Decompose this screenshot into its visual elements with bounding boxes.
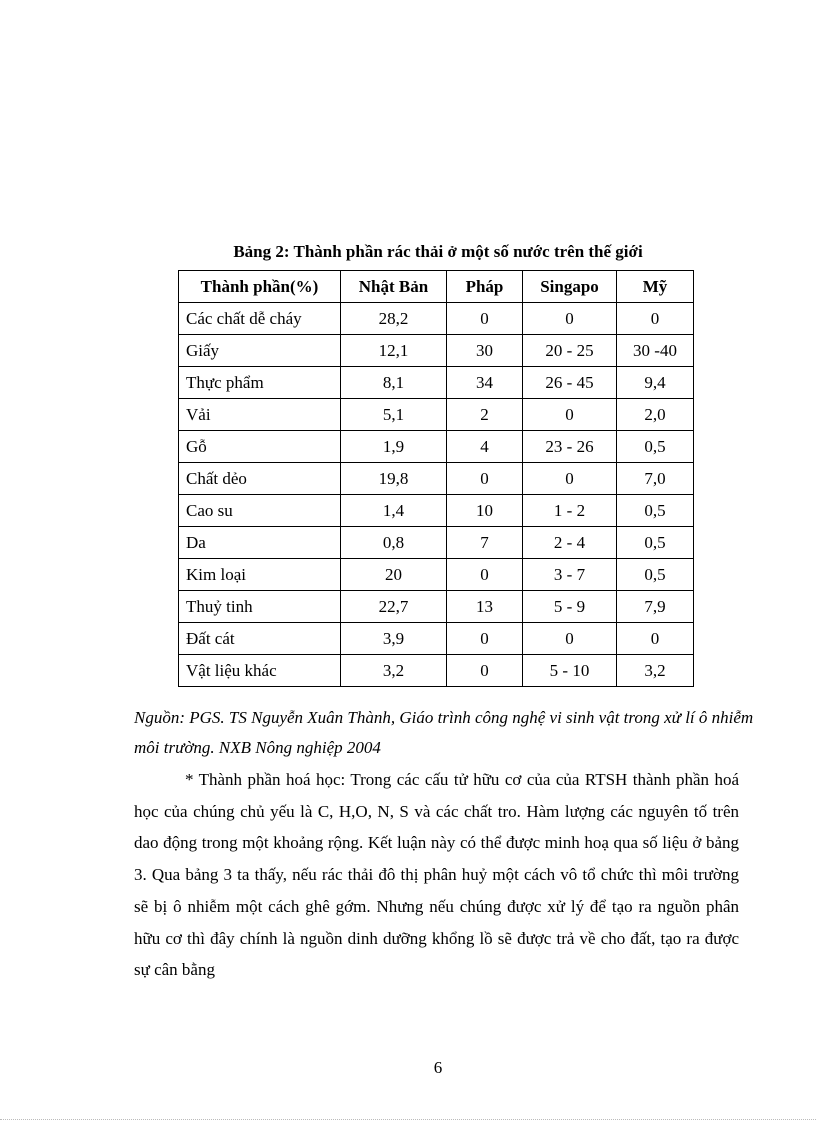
cell-singapore: 26 - 45 (523, 367, 617, 399)
table-row (179, 591, 694, 623)
table-header-row (179, 271, 694, 303)
header-singapore: Singapo (523, 271, 617, 303)
cell-france: 30 (447, 335, 523, 367)
cell-usa: 3,2 (617, 655, 694, 687)
cell-singapore: 0 (523, 623, 617, 655)
row-label: Vật liệu khác (179, 655, 341, 687)
header-composition: Thành phần(%) (179, 271, 341, 303)
row-label: Chất dẻo (179, 463, 341, 495)
page-bottom-divider (0, 1119, 816, 1120)
cell-france: 13 (447, 591, 523, 623)
waste-composition-table-wrapper (178, 270, 694, 687)
cell-japan: 28,2 (341, 303, 447, 335)
cell-singapore: 0 (523, 463, 617, 495)
cell-usa: 7,9 (617, 591, 694, 623)
table-row (179, 655, 694, 687)
cell-usa: 0,5 (617, 559, 694, 591)
row-label: Vải (179, 399, 341, 431)
table-row (179, 367, 694, 399)
row-label: Gỗ (179, 431, 341, 463)
row-label: Đất cát (179, 623, 341, 655)
table-source-note: Nguồn: PGS. TS Nguyễn Xuân Thành, Giáo trình công nghệ vi sinh vật trong xử lí ô nhiễm môi trường. NXB Nông nghiệp 2004 (134, 708, 754, 757)
cell-japan: 20 (341, 559, 447, 591)
cell-usa: 0,5 (617, 431, 694, 463)
cell-singapore: 20 - 25 (523, 335, 617, 367)
cell-france: 0 (447, 623, 523, 655)
cell-usa: 0,5 (617, 527, 694, 559)
row-label: Kim loại (179, 559, 341, 591)
cell-japan: 3,9 (341, 623, 447, 655)
header-japan: Nhật Bản (341, 271, 447, 303)
cell-japan: 19,8 (341, 463, 447, 495)
row-label: Da (179, 527, 341, 559)
cell-france: 0 (447, 303, 523, 335)
table-row (179, 463, 694, 495)
cell-japan: 1,9 (341, 431, 447, 463)
cell-france: 0 (447, 463, 523, 495)
table-caption: Bảng 2: Thành phần rác thải ở một số nước trên thế giới (233, 242, 643, 261)
cell-singapore: 0 (523, 303, 617, 335)
cell-france: 34 (447, 367, 523, 399)
header-usa: Mỹ (617, 271, 694, 303)
cell-usa: 30 -40 (617, 335, 694, 367)
header-france: Pháp (447, 271, 523, 303)
table-row (179, 495, 694, 527)
cell-singapore: 3 - 7 (523, 559, 617, 591)
cell-japan: 22,7 (341, 591, 447, 623)
cell-singapore: 5 - 9 (523, 591, 617, 623)
row-label: Thực phẩm (179, 367, 341, 399)
cell-singapore: 1 - 2 (523, 495, 617, 527)
row-label: Các chất dễ cháy (179, 303, 341, 335)
table-row (179, 527, 694, 559)
row-label: Giấy (179, 335, 341, 367)
cell-japan: 3,2 (341, 655, 447, 687)
cell-singapore: 23 - 26 (523, 431, 617, 463)
cell-france: 4 (447, 431, 523, 463)
table-row (179, 623, 694, 655)
cell-france: 0 (447, 559, 523, 591)
cell-singapore: 5 - 10 (523, 655, 617, 687)
table-row (179, 559, 694, 591)
table-row (179, 431, 694, 463)
cell-usa: 2,0 (617, 399, 694, 431)
cell-france: 7 (447, 527, 523, 559)
row-label: Thuỷ tinh (179, 591, 341, 623)
cell-usa: 0 (617, 303, 694, 335)
cell-usa: 0,5 (617, 495, 694, 527)
table-row (179, 335, 694, 367)
waste-composition-table (178, 270, 694, 687)
table-row (179, 303, 694, 335)
row-label: Cao su (179, 495, 341, 527)
cell-france: 10 (447, 495, 523, 527)
cell-japan: 8,1 (341, 367, 447, 399)
cell-japan: 5,1 (341, 399, 447, 431)
cell-japan: 1,4 (341, 495, 447, 527)
page-number: 6 (433, 1058, 443, 1077)
cell-usa: 9,4 (617, 367, 694, 399)
cell-usa: 7,0 (617, 463, 694, 495)
cell-usa: 0 (617, 623, 694, 655)
cell-france: 0 (447, 655, 523, 687)
cell-france: 2 (447, 399, 523, 431)
cell-japan: 12,1 (341, 335, 447, 367)
table-row (179, 399, 694, 431)
body-paragraph: * Thành phần hoá học: Trong các cấu tử hữu cơ của của RTSH thành phần hoá học của chúng chủ yếu là C, H,O, N, S và các chất tro. Hàm lượng các nguyên tố trên dao động trong một khoảng rộng. Kết luận này có thể được minh hoạ qua số liệu ở bảng 3. Qua bảng 3 ta thấy, nếu rác thải đô thị phân huỷ một cách vô tổ chức thì môi trường sẽ bị ô nhiễm một cách ghê gớm. Nhưng nếu chúng được xử lý để tạo ra nguồn phân hữu cơ thì đây chính là nguồn dinh dưỡng khổng lồ sẽ được trả về cho đất, tạo ra được sự cân bằng (134, 770, 739, 980)
cell-singapore: 0 (523, 399, 617, 431)
cell-japan: 0,8 (341, 527, 447, 559)
cell-singapore: 2 - 4 (523, 527, 617, 559)
